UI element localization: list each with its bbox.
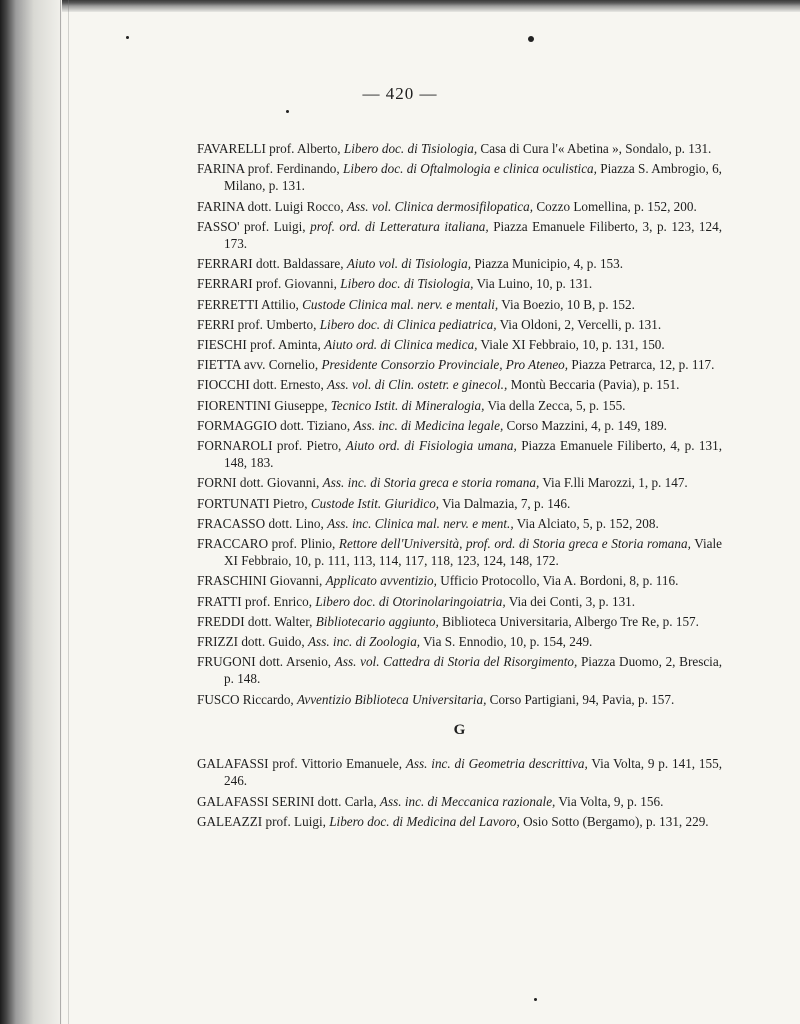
entry-role: Ass. inc. di Zoologia, — [308, 634, 421, 650]
scan-speck — [126, 36, 129, 39]
index-entry — [197, 633, 722, 650]
entry-role: Ass. inc. Clinica mal. nerv. e ment., — [327, 515, 514, 531]
entry-details: Via Luino, 10, p. 131. — [473, 276, 593, 292]
entry-details: Viale XI Febbraio, 10, p. 111, 113, 114, 117, 118, 123, 124, 148, 172. — [224, 536, 722, 569]
page-number: — 420 — — [362, 84, 438, 103]
index-entry — [197, 198, 722, 215]
entry-role: Tecnico Istit. di Mineralogia, — [330, 397, 485, 413]
entry-name: FIOCCHI dott. Ernesto, — [197, 377, 328, 393]
index-entry — [197, 691, 722, 708]
entry-name: FRACCARO prof. Plinio, — [197, 536, 339, 552]
entry-role: Custode Clinica mal. nerv. e mentali, — [302, 296, 499, 312]
entry-name: FIETTA avv. Cornelio, — [197, 357, 322, 373]
index-entry — [197, 316, 722, 333]
entry-role: Libero doc. di Tisiologia, — [343, 141, 478, 156]
entry-details: Piazza Municipio, 4, p. 153. — [471, 256, 624, 272]
entry-details: Corso Partigiani, 94, Pavia, p. 157. — [486, 691, 675, 707]
entry-name: GALAFASSI prof. Vittorio Emanuele, — [197, 756, 406, 772]
entry-details: Piazza Duomo, 2, Brescia, p. 148. — [224, 654, 722, 687]
entry-details: Via Boezio, 10 B, p. 152. — [498, 296, 635, 312]
entry-role: prof. ord. di Letteratura italiana, — [310, 218, 489, 234]
entry-role: Ass. inc. di Geometria descrittiva, — [405, 756, 588, 772]
entry-role: Rettore dell'Università, prof. ord. di Storia greca e Storia romana, — [338, 536, 691, 552]
entry-role: Libero doc. di Clinica pediatrica, — [319, 316, 497, 332]
entry-role: Aiuto vol. di Tisiologia, — [346, 256, 472, 272]
entry-name: FAVARELLI prof. Alberto, — [197, 141, 344, 156]
entry-details: Piazza Emanuele Filiberto, 4, p. 131, 148, 183. — [224, 438, 722, 471]
entry-name: FUSCO Riccardo, — [197, 691, 298, 707]
index-entry — [197, 474, 722, 491]
entry-name: FERRI prof. Umberto, — [197, 316, 320, 332]
entry-details: Via S. Ennodio, 10, p. 154, 249. — [420, 634, 593, 650]
entry-role: Custode Istit. Giuridico, — [310, 495, 440, 511]
entries-letter-g — [197, 755, 722, 830]
entry-details: Via della Zecca, 5, p. 155. — [484, 397, 626, 413]
scan-gutter-line — [60, 0, 61, 1024]
index-entry — [197, 160, 722, 194]
entry-details: Osio Sotto (Bergamo), p. 131, 229. — [519, 813, 709, 829]
index-entry — [197, 275, 722, 292]
scan-speck — [286, 110, 289, 113]
entry-details: Via dei Conti, 3, p. 131. — [505, 593, 636, 609]
section-letter: G — [453, 721, 466, 738]
entry-name: FORNAROLI prof. Pietro, — [197, 438, 346, 454]
entry-name: FARINA dott. Luigi Rocco, — [197, 198, 347, 214]
entry-role: Ass. vol. Cattedra di Storia del Risorgimento, — [334, 654, 578, 670]
entry-role: Ass. inc. di Meccanica razionale, — [379, 793, 556, 809]
entry-details: Piazza S. Ambrogio, 6, Milano, p. 131. — [224, 161, 722, 194]
entry-name: GALAFASSI SERINI dott. Carla, — [197, 793, 380, 809]
index-entry — [197, 417, 722, 434]
entry-role: Ass. inc. di Storia greca e storia romana, — [322, 475, 540, 491]
entry-details: Piazza Petrarca, 12, p. 117. — [568, 357, 715, 373]
scan-top-edge — [0, 0, 800, 12]
entry-details: Piazza Emanuele Filiberto, 3, p. 123, 124, 173. — [224, 218, 722, 252]
index-entry — [197, 535, 722, 569]
entry-details: Via Volta, 9, p. 156. — [555, 793, 664, 809]
entry-role: Presidente Consorzio Provinciale, Pro Ateneo, — [321, 357, 569, 373]
index-entries — [197, 140, 722, 833]
entry-name: FRUGONI dott. Arsenio, — [197, 654, 335, 670]
entry-details: Via Dalmazia, 7, p. 146. — [439, 495, 571, 511]
entry-details: Montù Beccaria (Pavia), p. 151. — [507, 377, 680, 393]
entry-details: Via Volta, 9 p. 141, 155, 246. — [224, 756, 722, 789]
entry-name: FERRARI dott. Baldassare, — [197, 256, 347, 272]
index-entry — [197, 376, 722, 393]
entry-role: Libero doc. di Otorinolaringoiatria, — [315, 593, 506, 609]
index-entry — [197, 356, 722, 373]
entry-role: Ass. vol. Clinica dermosifilopatica, — [346, 198, 534, 214]
entry-details: Cozzo Lomellina, p. 152, 200. — [533, 198, 697, 214]
entry-role: Bibliotecario aggiunto, — [315, 613, 439, 629]
index-entry — [197, 296, 722, 313]
entry-role: Applicato avventizio, — [325, 573, 437, 589]
index-entry — [197, 336, 722, 353]
entry-role: Libero doc. di Oftalmologia e clinica oculistica, — [343, 161, 597, 177]
index-entry — [197, 140, 722, 157]
index-entry — [197, 755, 722, 789]
index-entry — [197, 813, 722, 830]
entries-letter-f — [197, 140, 722, 708]
entry-name: GALEAZZI prof. Luigi, — [197, 813, 330, 829]
entry-details: Ufficio Protocollo, Via A. Bordoni, 8, p. 116. — [436, 573, 679, 589]
entry-name: FORTUNATI Pietro, — [197, 495, 311, 511]
entry-name: FORNI dott. Giovanni, — [197, 475, 323, 491]
entry-role: Ass. vol. di Clin. ostetr. e ginecol., — [327, 377, 508, 393]
index-entry — [197, 653, 722, 687]
entry-role: Aiuto ord. di Clinica medica, — [324, 337, 478, 353]
index-entry — [197, 437, 722, 471]
entry-details: Via F.lli Marozzi, 1, p. 147. — [539, 475, 688, 491]
entry-details: Casa di Cura l'« Abetina », Sondalo, p. 131. — [477, 141, 712, 156]
entry-details: Corso Mazzini, 4, p. 149, 189. — [503, 417, 667, 433]
entry-name: FIESCHI prof. Aminta, — [197, 337, 325, 353]
index-entry — [197, 572, 722, 589]
scan-speck — [528, 36, 534, 42]
entry-details: Via Oldoni, 2, Vercelli, p. 131. — [496, 316, 662, 332]
scan-binding-shadow — [0, 0, 62, 1024]
scan-speck — [534, 998, 537, 1001]
index-entry — [197, 255, 722, 272]
index-entry — [197, 218, 722, 252]
entry-details: Biblioteca Universitaria, Albergo Tre Re, p. 157. — [438, 613, 699, 629]
index-entry — [197, 397, 722, 414]
entry-name: FASSO' prof. Luigi, — [197, 218, 311, 234]
entry-name: FRATTI prof. Enrico, — [197, 593, 316, 609]
entry-name: FERRARI prof. Giovanni, — [197, 276, 341, 292]
entry-name: FIORENTINI Giuseppe, — [197, 397, 331, 413]
entry-role: Aiuto ord. di Fisiologia umana, — [345, 438, 517, 454]
entry-name: FORMAGGIO dott. Tiziano, — [197, 417, 354, 433]
entry-role: Ass. inc. di Medicina legale, — [353, 417, 504, 433]
entry-name: FERRETTI Attilio, — [197, 296, 303, 312]
entry-role: Libero doc. di Tisiologia, — [340, 276, 474, 292]
index-entry — [197, 515, 722, 532]
entry-name: FARINA prof. Ferdinando, — [197, 161, 344, 177]
index-entry — [197, 613, 722, 630]
entry-details: Viale XI Febbraio, 10, p. 131, 150. — [477, 337, 665, 353]
scan-gutter-line — [68, 0, 69, 1024]
entry-name: FRASCHINI Giovanni, — [197, 573, 326, 589]
entry-role: Libero doc. di Medicina del Lavoro, — [329, 813, 520, 829]
index-entry — [197, 593, 722, 610]
entry-details: Via Alciato, 5, p. 152, 208. — [513, 515, 659, 531]
entry-name: FREDDI dott. Walter, — [197, 613, 316, 629]
entry-name: FRIZZI dott. Guido, — [197, 634, 308, 650]
entry-name: FRACASSO dott. Lino, — [197, 515, 328, 531]
index-entry — [197, 495, 722, 512]
index-entry — [197, 793, 722, 810]
entry-role: Avventizio Biblioteca Universitaria, — [297, 691, 487, 707]
